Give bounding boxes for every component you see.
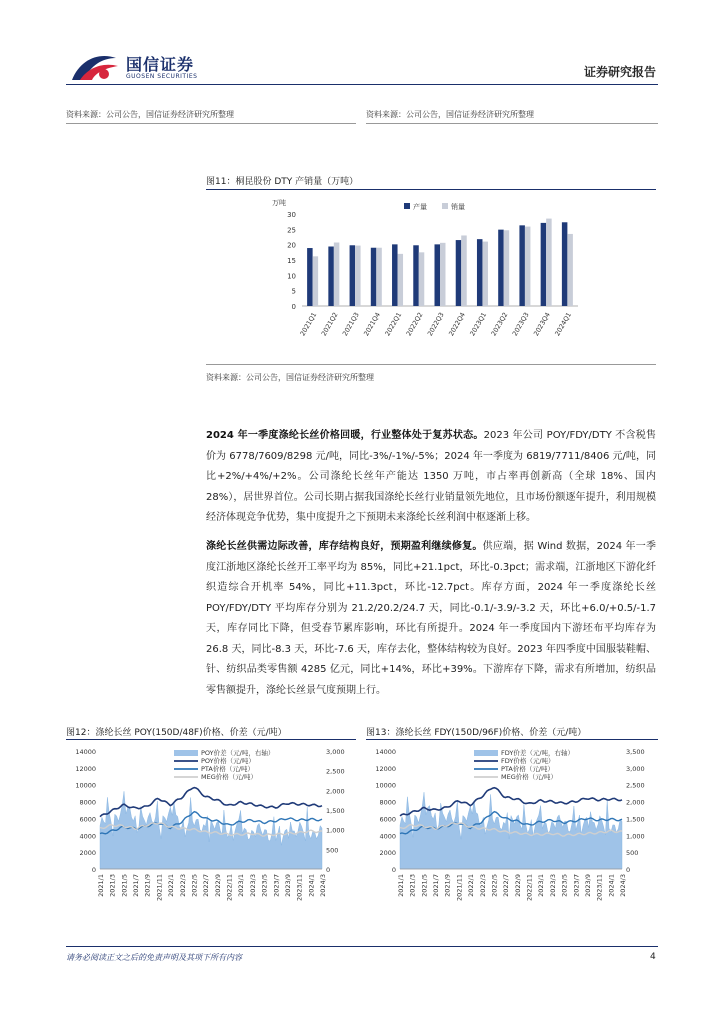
bar-产量-2021Q1 xyxy=(307,248,313,306)
x-tick-label: 2023/7 xyxy=(272,874,281,897)
left-y-tick-label: 0 xyxy=(91,866,96,874)
brand-name-cn: 国信证券 xyxy=(126,55,195,74)
left-y-tick-label: 6000 xyxy=(79,815,96,824)
x-tick-label: 2021Q2 xyxy=(319,311,340,338)
report-type: 证券研究报告 xyxy=(583,65,656,79)
series-area-POY价差 xyxy=(100,791,322,869)
series-line-POY价格 xyxy=(100,788,322,817)
x-tick-label: 2021/3 xyxy=(108,874,117,897)
x-tick-label: 2022/5 xyxy=(190,874,199,897)
brand-logo-icon xyxy=(70,50,120,84)
legend-label: MEG价格（元/吨） xyxy=(201,773,257,781)
x-tick-label: 2023/3 xyxy=(548,874,557,897)
fig11-source: 资料来源：公司公告，国信证券经济研究所整理 xyxy=(206,373,374,382)
page-number: 4 xyxy=(650,952,656,962)
bar-销量-2023Q4 xyxy=(546,219,552,306)
x-tick-label: 2023/11 xyxy=(595,874,604,902)
x-tick-label: 2021Q3 xyxy=(340,311,361,338)
legend-swatch xyxy=(174,750,198,756)
x-tick-label: 2021Q1 xyxy=(298,311,319,338)
left-y-tick-label: 6000 xyxy=(379,815,396,824)
right-y-tick-label: 0 xyxy=(326,866,331,874)
footer-disclaimer: 请务必阅读正文之后的免责声明及其项下所有内容 xyxy=(66,953,242,962)
paragraph-1-lead: 2024 年一季度涤纶长丝价格回暖，行业整体处于复苏状态。 xyxy=(206,430,484,441)
x-tick-label: 2021/1 xyxy=(97,874,105,897)
legend-swatch xyxy=(474,750,498,756)
fig12-chart xyxy=(66,741,358,937)
left-y-tick-label: 10000 xyxy=(75,781,96,790)
x-tick-label: 2023Q4 xyxy=(532,311,552,338)
x-tick-label: 2021/1 xyxy=(397,874,405,897)
x-tick-label: 2022Q3 xyxy=(425,311,446,338)
fig12-title: 图12：涤纶长丝 POY(150D/48F)价格、价差（元/吨） xyxy=(66,728,287,738)
x-tick-label: 2023/7 xyxy=(572,874,581,897)
left-y-tick-label: 4000 xyxy=(79,832,96,841)
top-source-right: 资料来源：公司公告，国信证券经济研究所整理 xyxy=(366,110,534,119)
x-tick-label: 2021/7 xyxy=(132,874,141,897)
right-y-tick-label: 3,000 xyxy=(326,748,345,756)
fig11-title: 图11：桐昆股份 DTY 产销量（万吨） xyxy=(206,177,359,187)
fig13-title-divider xyxy=(366,739,658,740)
left-y-tick-label: 12000 xyxy=(75,764,96,773)
bar-销量-2021Q1 xyxy=(313,256,319,306)
x-tick-label: 2023/5 xyxy=(260,874,269,897)
left-y-tick-label: 8000 xyxy=(379,798,396,807)
x-tick-label: 2021/11 xyxy=(155,874,164,902)
right-y-tick-label: 0 xyxy=(626,866,631,874)
paragraph-1-text: 2023 年公司 POY/FDY/DTY 不含税售价为 6778/7609/8298 元/吨，同比-3%/-1%/-5%；2024 年一季度为 6819/7711/8406 元/吨，同比+2%/+4%/+2%。公司涤纶长丝年产能达 1350 万吨，市占率再创新高（全球 18%、国内 28%），居世界首位。公司长期占据我国涤纶长丝行业销量领先地位，且市场份额逐年提升，利用规模经济体现竞争优势，集中度提升之下预期未来涤纶长丝利润中枢逐渐上移。 xyxy=(206,430,656,523)
left-y-tick-label: 8000 xyxy=(79,798,96,807)
x-tick-label: 2021/9 xyxy=(443,874,452,897)
x-tick-label: 2023/3 xyxy=(248,874,257,897)
x-tick-label: 2022/9 xyxy=(513,874,522,897)
bar-销量-2023Q2 xyxy=(504,230,510,306)
x-tick-label: 2022/5 xyxy=(490,874,499,897)
bar-销量-2023Q1 xyxy=(482,242,488,306)
bar-产量-2021Q3 xyxy=(350,245,356,306)
right-y-tick-label: 2,000 xyxy=(326,787,345,796)
bar-销量-2021Q4 xyxy=(376,248,382,306)
y-tick-label: 20 xyxy=(287,241,296,250)
bar-销量-2021Q2 xyxy=(334,243,340,306)
x-tick-label: 2023/9 xyxy=(283,874,292,897)
x-tick-label: 2024Q1 xyxy=(553,311,574,338)
x-tick-label: 2024/1 xyxy=(307,874,316,897)
left-y-tick-label: 4000 xyxy=(379,832,396,841)
series-area-FDY价差 xyxy=(400,792,622,869)
bar-销量-2022Q2 xyxy=(419,252,425,306)
bar-产量-2023Q3 xyxy=(519,225,525,306)
x-tick-label: 2022/7 xyxy=(202,874,211,897)
y-tick-label: 25 xyxy=(287,226,296,235)
legend-label: POY价格（元/吨） xyxy=(201,757,255,765)
legend-label: POY价差（元/吨，右轴） xyxy=(201,749,275,757)
x-tick-label: 2023Q3 xyxy=(510,311,531,338)
x-tick-label: 2022/11 xyxy=(525,874,534,902)
bar-产量-2023Q1 xyxy=(477,239,483,306)
bar-产量-2022Q3 xyxy=(435,244,441,306)
legend-label: FDY价格（元/吨） xyxy=(501,757,555,765)
legend-swatch xyxy=(404,203,410,209)
x-tick-label: 2022/7 xyxy=(502,874,511,897)
x-tick-label: 2023/11 xyxy=(295,874,304,902)
x-tick-label: 2021Q4 xyxy=(362,311,383,338)
brand-logo xyxy=(70,50,120,84)
right-y-tick-label: 2,000 xyxy=(626,798,645,807)
x-tick-label: 2023/1 xyxy=(537,874,546,897)
left-y-tick-label: 2000 xyxy=(379,849,396,858)
bar-产量-2023Q2 xyxy=(498,230,504,306)
bar-销量-2021Q3 xyxy=(355,246,361,306)
x-tick-label: 2023/1 xyxy=(237,874,246,897)
y-axis-unit: 万吨 xyxy=(272,199,286,207)
x-tick-label: 2021/5 xyxy=(120,874,129,897)
bar-产量-2022Q1 xyxy=(392,244,398,306)
x-tick-label: 2022/3 xyxy=(478,874,487,897)
legend-swatch xyxy=(442,203,448,209)
left-y-tick-label: 14000 xyxy=(75,748,96,756)
bar-产量-2021Q2 xyxy=(328,247,334,306)
left-y-tick-label: 12000 xyxy=(375,764,396,773)
legend-label: PTA价格（元/吨） xyxy=(501,765,555,773)
x-tick-label: 2022Q4 xyxy=(447,311,467,338)
x-tick-label: 2024/1 xyxy=(607,874,616,897)
paragraph-2-text: 供应端，据 Wind 数据，2024 年一季度江浙地区涤纶长丝开工率平均为 85%，同比+21.1pct，环比-0.3pct；需求端，江浙地区下游化纤织造综合开机率 54%，同比+11.3pct，环比-12.7pct。库存方面，2024 年一季度涤纶长丝 POY/FDY/DTY 平均库存分别为 21.2/20.2/24.7 天，同比-0.1/-3.9/-3.2 天，环比+6.0/+0.5/-1.7 天，库存同比下降，但受春节累库影响，环比有所提升。2024 年一季度国内下游坯布平均库存为 26.8 天，同比-8.3 天，环比-7.6 天，库存去化，整体结构较为良好。2023 年四季度中国服装鞋帽、针、纺织品类零售额 4285 亿元，同比+14%，环比+39%。下游库存下降，需求有所增加，纺织品零售额提升，涤纶长丝景气度预期上行。 xyxy=(206,541,656,696)
bar-销量-2023Q3 xyxy=(525,227,531,306)
x-tick-label: 2023Q1 xyxy=(468,311,489,338)
right-y-tick-label: 1,000 xyxy=(326,826,345,835)
x-tick-label: 2022/1 xyxy=(167,874,176,897)
y-tick-label: 30 xyxy=(287,211,296,219)
legend-label: PTA价格（元/吨） xyxy=(201,765,255,773)
right-y-tick-label: 1,000 xyxy=(626,832,645,841)
x-tick-label: 2023/5 xyxy=(560,874,569,897)
legend-label: 销量 xyxy=(451,203,465,211)
x-tick-label: 2022Q1 xyxy=(383,311,404,338)
x-tick-label: 2022Q2 xyxy=(404,311,425,338)
bar-产量-2023Q4 xyxy=(541,223,547,306)
series-line-FDY价格 xyxy=(400,788,622,816)
bar-销量-2022Q4 xyxy=(461,235,467,306)
fig11-chart xyxy=(206,192,656,360)
right-y-tick-label: 2,500 xyxy=(326,767,345,776)
y-tick-label: 15 xyxy=(287,257,296,265)
left-y-tick-label: 14000 xyxy=(375,748,396,756)
paragraph-2 xyxy=(206,537,656,701)
x-tick-label: 2021/5 xyxy=(420,874,429,897)
right-y-tick-label: 3,500 xyxy=(626,748,645,756)
fig13-chart xyxy=(366,741,658,937)
fig11-title-divider xyxy=(206,189,656,190)
bar-产量-2022Q4 xyxy=(456,240,462,306)
right-y-tick-label: 500 xyxy=(626,849,639,858)
left-y-tick-label: 0 xyxy=(391,866,396,874)
right-y-tick-label: 1,500 xyxy=(626,815,645,824)
legend-label: MEG价格（元/吨） xyxy=(501,773,557,781)
top-source-divider xyxy=(366,123,658,124)
x-tick-label: 2022/11 xyxy=(225,874,234,902)
y-tick-label: 10 xyxy=(287,272,296,281)
y-tick-label: 5 xyxy=(291,287,296,296)
bar-销量-2024Q1 xyxy=(567,234,573,306)
x-tick-label: 2022/9 xyxy=(213,874,222,897)
top-source-divider xyxy=(66,123,356,124)
bar-销量-2022Q1 xyxy=(398,254,404,306)
left-y-tick-label: 2000 xyxy=(79,849,96,858)
footer-divider xyxy=(66,946,658,947)
right-y-tick-label: 2,500 xyxy=(626,781,645,790)
x-tick-label: 2023Q2 xyxy=(489,311,510,338)
x-tick-label: 2022/3 xyxy=(178,874,187,897)
left-y-tick-label: 10000 xyxy=(375,781,396,790)
x-tick-label: 2024/3 xyxy=(619,874,627,897)
legend-label: FDY价差（元/吨，右轴） xyxy=(501,749,575,757)
fig11-source-divider xyxy=(206,364,656,365)
x-tick-label: 2021/3 xyxy=(408,874,417,897)
brand-name-en: GUOSEN SECURITIES xyxy=(126,73,198,80)
right-y-tick-label: 500 xyxy=(326,846,339,855)
x-tick-label: 2023/9 xyxy=(583,874,592,897)
legend-label: 产量 xyxy=(413,203,427,211)
paragraph-1 xyxy=(206,426,656,529)
bar-产量-2024Q1 xyxy=(562,222,568,306)
top-source-left: 资料来源：公司公告，国信证券经济研究所整理 xyxy=(66,110,234,119)
x-tick-label: 2022/1 xyxy=(467,874,476,897)
right-y-tick-label: 3,000 xyxy=(626,764,645,773)
y-tick-label: 0 xyxy=(291,303,296,311)
fig12-title-divider xyxy=(66,739,356,740)
header-divider xyxy=(66,84,658,85)
x-tick-label: 2021/9 xyxy=(143,874,152,897)
bar-产量-2022Q2 xyxy=(413,245,419,306)
fig13-title: 图13：涤纶长丝 FDY(150D/96F)价格、价差（元/吨） xyxy=(366,728,587,738)
x-tick-label: 2021/11 xyxy=(455,874,464,902)
bar-销量-2022Q3 xyxy=(440,243,446,306)
x-tick-label: 2024/3 xyxy=(319,874,327,897)
x-tick-label: 2021/7 xyxy=(432,874,441,897)
bar-产量-2021Q4 xyxy=(371,248,377,306)
paragraph-2-lead: 涤纶长丝供需边际改善，库存结构良好，预期盈利继续修复。 xyxy=(206,541,483,552)
right-y-tick-label: 1,500 xyxy=(326,807,345,815)
